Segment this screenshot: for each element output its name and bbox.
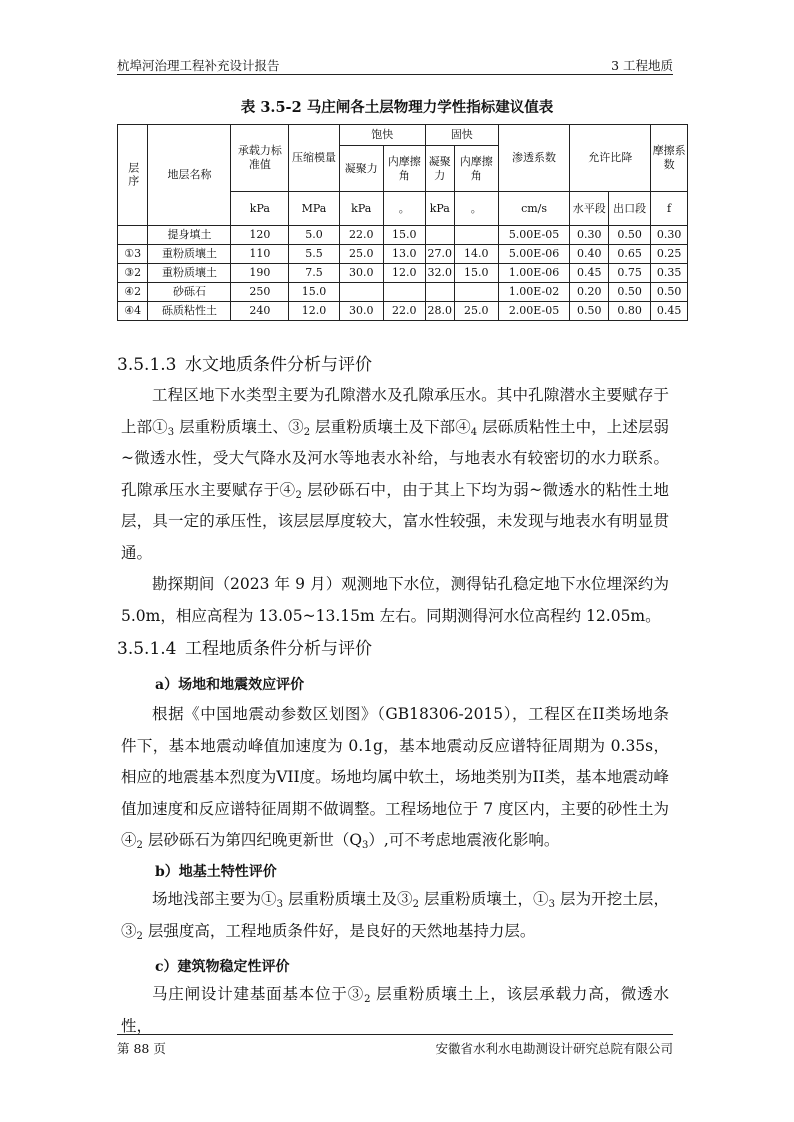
- unit-perm: cm/s: [498, 192, 569, 226]
- table-cell-sc: 30.0: [339, 302, 383, 321]
- table-cell-perm: 2.00E-05: [498, 302, 569, 321]
- section-heading-hydrogeology: [117, 350, 372, 375]
- foundation-soil-paragraph: [121, 884, 669, 947]
- table-cell-f: 0.30: [651, 226, 688, 245]
- subscript: 3: [548, 899, 555, 910]
- subscript: 2: [364, 994, 371, 1005]
- table-cell-o: 0.80: [609, 302, 651, 321]
- table-cell-modulus: 15.0: [289, 283, 339, 302]
- table-cell-no: ①3: [118, 245, 148, 264]
- unit-bearing: kPa: [231, 192, 289, 226]
- text-run: 层重粉质壤土上，该层承载力高，微透水性，: [121, 985, 669, 1035]
- table-cell-sp: [383, 283, 425, 302]
- text-run: 工程区地下水类型主要为孔隙潜水及孔隙承压水。其中孔隙潜水主要赋存于上部①: [121, 386, 669, 436]
- table-cell-f: 0.25: [651, 245, 688, 264]
- text-run: ）,可不考虑地震液化影响。: [368, 831, 560, 849]
- site-seismic-text: [121, 699, 669, 857]
- text-run: 层砾质粘性土中，上述层弱~微透水性，受大气降水及河水等地表水补给，与地表水有较密切的水力联系。孔隙承压水主要赋存于④: [121, 417, 669, 499]
- page-footer: [117, 1034, 673, 1056]
- unit-sat-phi: 。: [383, 192, 425, 226]
- text-run: 层强度高，工程地质条件好，是良好的天然地基持力层。: [142, 921, 536, 940]
- subheading-building-stability: c）建筑物稳定性评价: [155, 959, 290, 975]
- table-cell-cp: [454, 283, 498, 302]
- table-cell-perm: 5.00E-05: [498, 226, 569, 245]
- text-run: 层重粉质壤土及下部④: [310, 417, 471, 436]
- table-cell-sp: 12.0: [383, 264, 425, 283]
- section-heading-engineering-geology: [117, 634, 372, 659]
- table-cell-sc: [339, 283, 383, 302]
- subscript: 2: [303, 426, 311, 438]
- subheading-site-seismic: a）场地和地震效应评价: [155, 677, 305, 693]
- foundation-soil-text: [121, 884, 669, 947]
- subscript: 2: [412, 899, 419, 910]
- table-cell-no: [118, 226, 148, 245]
- table-cell-f: 0.45: [651, 302, 688, 321]
- text-run: 马庄闸设计建基面基本位于③: [152, 985, 365, 1003]
- th-layer-no: 层序: [118, 125, 148, 226]
- text-run: 层重粉质壤土，①: [419, 890, 549, 908]
- table-cell-name: 砂砾石: [148, 283, 231, 302]
- table-cell-cc: [425, 226, 454, 245]
- table-cell-no: ④2: [118, 283, 148, 302]
- text-run: 层砂砾石为第四纪晚更新世（Q: [142, 831, 363, 849]
- table-row: [118, 245, 688, 264]
- table-cell-sp: 15.0: [383, 226, 425, 245]
- hydrogeology-paragraph-2: 勘探期间（2023 年 9 月）观测地下水位，测得钻孔稳定地下水位埋深约为 5.0m，相应高程为 13.05~13.15m 左右。同期测得河水位高程约 12.05m。: [121, 575, 669, 625]
- th-con-friction-angle: 内摩擦角: [454, 146, 498, 192]
- table-row: [118, 226, 688, 245]
- table-cell-perm: 1.00E-02: [498, 283, 569, 302]
- table-cell-bearing: 250: [231, 283, 289, 302]
- subscript: 3: [167, 426, 175, 438]
- subscript: 3: [362, 840, 369, 851]
- table-cell-sp: 13.0: [383, 245, 425, 264]
- hydrogeology-paragraph-1: [121, 380, 669, 569]
- subscript: 2: [136, 840, 143, 851]
- th-consolidated-quick: 固快: [425, 125, 498, 146]
- subheading-foundation-soil: b）地基土特性评价: [155, 864, 277, 880]
- th-saturated-quick: 饱快: [339, 125, 425, 146]
- subscript: 4: [470, 426, 478, 438]
- table-cell-perm: 1.00E-06: [498, 264, 569, 283]
- table-cell-name: 重粉质壤土: [148, 245, 231, 264]
- table-cell-bearing: 110: [231, 245, 289, 264]
- table-cell-modulus: 5.5: [289, 245, 339, 264]
- table-cell-sp: 22.0: [383, 302, 425, 321]
- th-layer-name: 地层名称: [148, 125, 231, 226]
- text-run: 层重粉质壤土及③: [283, 890, 413, 908]
- table-cell-cp: 25.0: [454, 302, 498, 321]
- soil-parameter-table: [117, 124, 688, 321]
- table-cell-cc: [425, 283, 454, 302]
- table-cell-cc: 27.0: [425, 245, 454, 264]
- table-cell-h: 0.40: [570, 245, 609, 264]
- table-cell-name: 重粉质壤土: [148, 264, 231, 283]
- table-cell-o: 0.50: [609, 226, 651, 245]
- building-stability-paragraph: [121, 979, 669, 1042]
- page-header: [117, 54, 673, 75]
- table-cell-no: ④4: [118, 302, 148, 321]
- hydrogeology-text: [121, 380, 669, 632]
- th-outlet-section: 出口段: [609, 192, 651, 226]
- table-cell-cp: 14.0: [454, 245, 498, 264]
- table-row: [118, 302, 688, 321]
- unit-modulus: MPa: [289, 192, 339, 226]
- table-cell-h: 0.50: [570, 302, 609, 321]
- th-bearing: 承载力标准值: [231, 125, 289, 192]
- table-cell-h: 0.45: [570, 264, 609, 283]
- section-number: 3.5.1.4: [117, 639, 177, 659]
- table-cell-sc: 25.0: [339, 245, 383, 264]
- th-permeability: 渗透系数: [498, 125, 569, 192]
- table-cell-bearing: 120: [231, 226, 289, 245]
- table-cell-f: 0.35: [651, 264, 688, 283]
- th-con-cohesion: 凝聚力: [425, 146, 454, 192]
- table-cell-cc: 32.0: [425, 264, 454, 283]
- text-run: 根据《中国地震动参数区划图》（GB18306-2015），工程区在II类场地条件下，基本地震动峰值加速度为 0.1g，基本地震动反应谱特征周期为 0.35s，相应的地震基本烈度为VII度。场地均属中软土，场地类别为II类，基本地震动峰值加速度和反应谱特征周期不做调整。工程场地位于 7 度区内，主要的砂性土为④: [121, 705, 669, 849]
- th-sat-friction-angle: 内摩擦角: [383, 146, 425, 192]
- section-number: 3.5.1.3: [117, 355, 177, 375]
- table-cell-name: 砾质粘性土: [148, 302, 231, 321]
- table-cell-modulus: 5.0: [289, 226, 339, 245]
- table-title: 表 3.5-2 马庄闸各土层物理力学性指标建议值表: [240, 99, 554, 116]
- header-report-title: 杭埠河治理工程补充设计报告: [117, 58, 280, 73]
- table-row: [118, 283, 688, 302]
- table-cell-o: 0.50: [609, 283, 651, 302]
- footer-organization: 安徽省水利水电勘测设计研究总院有限公司: [435, 1041, 673, 1056]
- page-number: 第 88 页: [117, 1041, 166, 1056]
- unit-friction: f: [651, 192, 688, 226]
- table-cell-sc: 30.0: [339, 264, 383, 283]
- table-cell-modulus: 12.0: [289, 302, 339, 321]
- table-cell-perm: 5.00E-06: [498, 245, 569, 264]
- header-chapter: 3 工程地质: [611, 58, 673, 73]
- table-cell-o: 0.75: [609, 264, 651, 283]
- th-allowable-gradient: 允许比降: [570, 125, 651, 192]
- building-stability-text: [121, 979, 669, 1042]
- table-cell-h: 0.20: [570, 283, 609, 302]
- subscript: 3: [276, 899, 283, 910]
- site-seismic-paragraph: [121, 699, 669, 857]
- table-cell-cc: 28.0: [425, 302, 454, 321]
- table-cell-bearing: 190: [231, 264, 289, 283]
- unit-con-phi: 。: [454, 192, 498, 226]
- section-title: 水文地质条件分析与评价: [185, 355, 372, 375]
- table-cell-name: 提身填土: [148, 226, 231, 245]
- table-cell-bearing: 240: [231, 302, 289, 321]
- table-cell-h: 0.30: [570, 226, 609, 245]
- th-horizontal-section: 水平段: [570, 192, 609, 226]
- text-run: 层砂砾石中，由于其上下均为弱~微透水的粘性土地层，具一定的承压性，该层层厚度较大，富水性较强，未发现与地表水有明显贯通。: [121, 480, 669, 562]
- text-run: 层为开挖土层，③: [121, 890, 669, 940]
- table-cell-f: 0.50: [651, 283, 688, 302]
- text-run: 场地浅部主要为①: [152, 890, 277, 908]
- table-cell-modulus: 7.5: [289, 264, 339, 283]
- table-cell-cp: 15.0: [454, 264, 498, 283]
- th-friction: 摩擦系数: [651, 125, 688, 192]
- table-cell-no: ③2: [118, 264, 148, 283]
- subscript: 2: [295, 489, 302, 501]
- table-row: [118, 264, 688, 283]
- unit-con-c: kPa: [425, 192, 454, 226]
- table-cell-o: 0.65: [609, 245, 651, 264]
- text-run: 层重粉质壤土、③: [174, 417, 304, 436]
- subscript: 2: [136, 930, 143, 942]
- th-modulus: 压缩模量: [289, 125, 339, 192]
- table-cell-cp: [454, 226, 498, 245]
- unit-sat-c: kPa: [339, 192, 383, 226]
- section-title: 工程地质条件分析与评价: [185, 639, 372, 659]
- table-cell-sc: 22.0: [339, 226, 383, 245]
- th-sat-cohesion: 凝聚力: [339, 146, 383, 192]
